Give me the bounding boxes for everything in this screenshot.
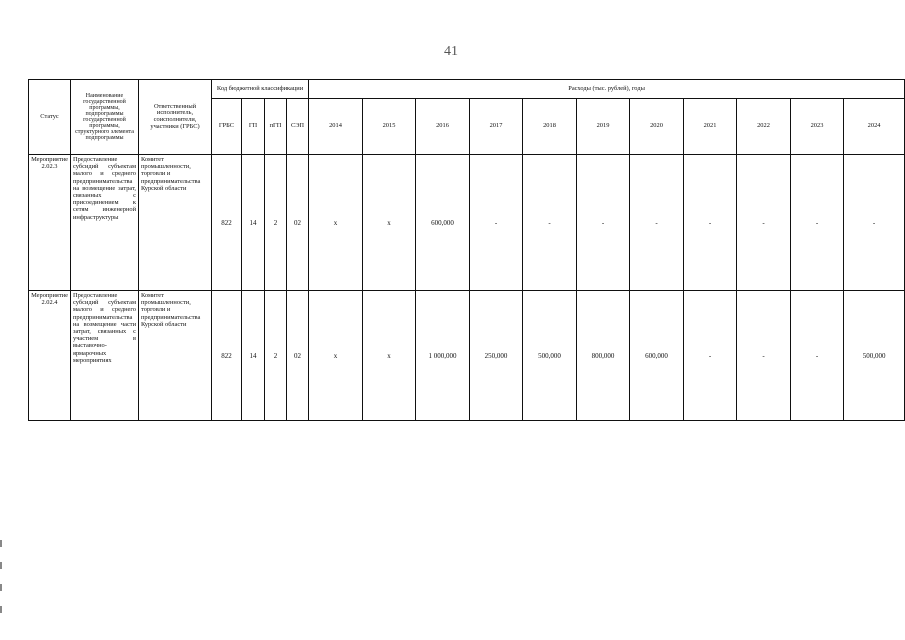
row-value: 500,000: [523, 291, 577, 421]
scan-edge-mark: [0, 606, 2, 613]
header-year: 2017: [470, 99, 523, 155]
header-year: 2016: [416, 99, 470, 155]
row-code-gp: 14: [242, 155, 265, 291]
row-name: Предоставление субсидий субъектам малого и среднего предпринимательства на возмещение затрат, связанных с присоединением к сетям инженерной инфраструктуры: [71, 155, 139, 291]
row-value: -: [577, 155, 630, 291]
row-value: 1 000,000: [416, 291, 470, 421]
row-value: 250,000: [470, 291, 523, 421]
row-value: 600,000: [630, 291, 684, 421]
row-status: Мероприятие 2.02.4: [29, 291, 71, 421]
header-name: Наименование государственной программы, подпрограммы государственной программы, структурного элемента подпрограммы: [71, 80, 139, 155]
row-code-grbs: 822: [212, 155, 242, 291]
row-value: х: [363, 155, 416, 291]
header-code-gp: ГП: [242, 99, 265, 155]
budget-table: [28, 79, 905, 421]
page-number: 41: [444, 44, 458, 59]
row-value: -: [791, 155, 844, 291]
row-value: -: [470, 155, 523, 291]
row-code-sep: 02: [287, 291, 309, 421]
header-executor: Ответственный исполнитель, соисполнители, участники (ГРБС): [139, 80, 212, 155]
header-code-pgp: пГП: [265, 99, 287, 155]
header-expenses: Расходы (тыс. рублей), годы: [309, 80, 905, 99]
header-budget-code: Код бюджетной классификации: [212, 80, 309, 99]
header-year: 2020: [630, 99, 684, 155]
row-value: 500,000: [844, 291, 905, 421]
row-value: -: [684, 155, 737, 291]
row-status: Мероприятие 2.02.3: [29, 155, 71, 291]
scan-edge-mark: [0, 584, 2, 591]
header-year: 2014: [309, 99, 363, 155]
table-row: [29, 155, 905, 291]
header-year: 2023: [791, 99, 844, 155]
header-year: 2021: [684, 99, 737, 155]
row-value: -: [737, 291, 791, 421]
row-executor: Комитет промышленности, торговли и предпринимательства Курской области: [139, 155, 212, 291]
row-value: -: [737, 155, 791, 291]
row-value: -: [844, 155, 905, 291]
row-value: х: [309, 291, 363, 421]
header-status: Статус: [29, 80, 71, 155]
header-year: 2024: [844, 99, 905, 155]
row-value: 800,000: [577, 291, 630, 421]
row-value: х: [363, 291, 416, 421]
row-value: 600,000: [416, 155, 470, 291]
row-value: -: [791, 291, 844, 421]
header-code-sep: СЭП: [287, 99, 309, 155]
header-year: 2019: [577, 99, 630, 155]
row-value: -: [630, 155, 684, 291]
header-code-grbs: ГРБС: [212, 99, 242, 155]
scan-edge-mark: [0, 540, 2, 547]
row-executor: Комитет промышленности, торговли и предпринимательства Курской области: [139, 291, 212, 421]
row-value: -: [684, 291, 737, 421]
row-code-pgp: 2: [265, 291, 287, 421]
row-code-gp: 14: [242, 291, 265, 421]
row-name: Предоставление субсидий субъектам малого и среднего предпринимательства на возмещение части затрат, связанных с участием в выставочно-ярмарочных мероприятиях: [71, 291, 139, 421]
scan-edge-mark: [0, 562, 2, 569]
row-code-pgp: 2: [265, 155, 287, 291]
row-code-grbs: 822: [212, 291, 242, 421]
row-code-sep: 02: [287, 155, 309, 291]
header-year: 2022: [737, 99, 791, 155]
row-value: х: [309, 155, 363, 291]
header-year: 2015: [363, 99, 416, 155]
row-value: -: [523, 155, 577, 291]
header-year: 2018: [523, 99, 577, 155]
table-row: [29, 291, 905, 421]
